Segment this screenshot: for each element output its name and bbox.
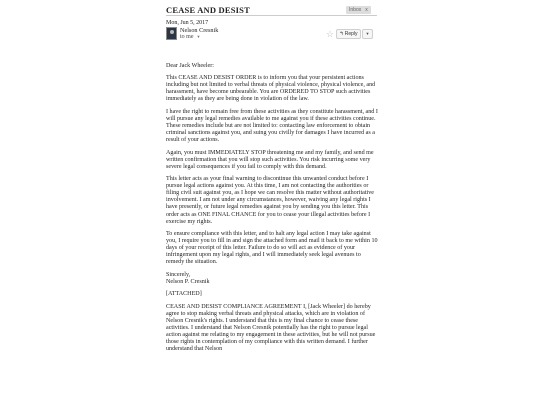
sender-name[interactable]: Nelson Cresnik — [180, 27, 219, 34]
sender-avatar — [166, 27, 177, 40]
reply-button-label: Reply — [344, 31, 358, 37]
header-divider — [166, 15, 377, 16]
closing: Sincerely, — [166, 271, 191, 278]
reply-arrow-icon: ↰ — [339, 31, 344, 37]
attached-label: [ATTACHED] — [166, 291, 202, 298]
inbox-label-text: Inbox — [349, 7, 362, 13]
details-caret-icon[interactable]: ▼ — [196, 34, 201, 39]
more-options-button[interactable] — [362, 29, 373, 39]
chevron-down-icon: ▼ — [365, 31, 370, 36]
email-subject: CEASE AND DESIST — [166, 5, 250, 15]
body-paragraph: This CEASE AND DESIST ORDER is to inform you that your persistent actions including but not limited to verbal threats of physical violence, physical violence, and harassment, have become unbearable. You are ORDERED TO STOP such activities immediately as they are being done in violation of the law. — [166, 75, 376, 103]
body-paragraph: To ensure compliance with this letter, and to halt any legal action I may take against you, I require you to fill in and sign the attached form and mail it back to me within 10 days of your receipt of this letter. Failure to do so will act as evidence of your infringement upon my legal rights, and I will immediately seek legal avenues to remedy the situation. — [166, 231, 378, 266]
email-date: Mon, Jun 5, 2017 — [166, 20, 209, 26]
body-paragraph: This letter acts as your final warning to discontinue this unwanted conduct before I pursue legal actions against you. At this time, I am not contacting the authorities or filing civil suit against you, as I hope we can resolve this matter without authoritative involvement. I am not under any circumstances, however, waiving any legal rights I have presently, or future legal remedies against you by sending you this letter. This order acts as ONE FINAL CHANCE for you to cease your illegal activities before I exercise my rights. — [166, 176, 374, 225]
reply-button[interactable] — [336, 29, 361, 39]
signature: Nelson P. Cresnik — [166, 278, 210, 285]
inbox-label[interactable] — [346, 6, 371, 14]
greeting: Dear Jack Wheeler: — [166, 63, 214, 69]
body-paragraph: I have the right to remain free from these activities as they constitute harassment, and I will pursue any legal remedies available to me against you if these activities continue. These remedies include but are not limited to: contacting law enforcement to obtain criminal sanctions against you, and suing you civilly for damages I have incurred as a result of your actions. — [166, 108, 378, 144]
recipient-line[interactable] — [180, 34, 200, 40]
email-body — [166, 63, 378, 359]
remove-label-icon[interactable]: x — [365, 7, 368, 13]
recipient-label: to me — [180, 34, 194, 40]
signature-block — [166, 272, 378, 286]
attachment-paragraph: CEASE AND DESIST COMPLIANCE AGREEMENT I, [Jack Wheeler] do hereby agree to stop making verbal threats and physical attacks, which are in violation of Nelson Cresnik's rights. I understand that this is my final chance to cease these activities. I understand that Nelson Cresnik potentially has the right to pursue legal action against me relating to my engagement in these activities, but he will not pursue those rights in contemplation of my compliance with this written demand. I further understand that Nelson — [166, 304, 376, 353]
body-paragraph: Again, you must IMMEDIATELY STOP threatening me and my family, and send me written confirmation that you will stop such activities. You risk incurring some very severe legal consequences if you fail to comply with this demand. — [166, 149, 374, 170]
star-icon[interactable]: ☆ — [326, 29, 335, 39]
